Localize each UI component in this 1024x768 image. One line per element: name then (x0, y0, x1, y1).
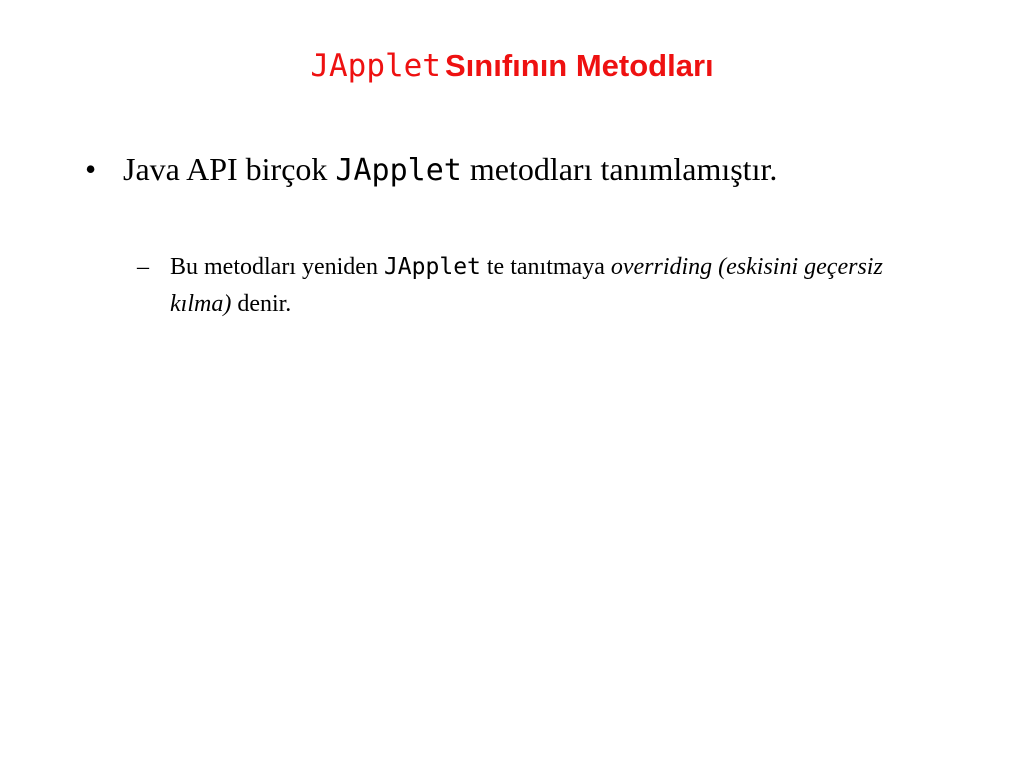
bullet-code: JApplet (335, 153, 462, 188)
title-text: Sınıfının Metodları (444, 48, 714, 83)
title-code: JApplet (310, 48, 441, 84)
sub-bullet-text-before: Bu metodları yeniden (170, 254, 378, 280)
sub-bullet-marker: – (137, 254, 149, 280)
bullet-marker: • (85, 151, 97, 187)
sub-bullet-item (137, 249, 927, 323)
bullet-text-after: metodları tanımlamıştır. (469, 151, 778, 187)
sub-bullet-italic: overriding (eskisini geçersiz kılma) (170, 254, 883, 317)
slide-title (0, 48, 1024, 84)
sub-bullet-text-middle: te tanıtmaya (486, 254, 605, 280)
bullet-text (123, 146, 935, 194)
sub-bullet-code: JApplet (383, 254, 481, 280)
sub-bullet-text (170, 249, 927, 323)
bullet-text-before: Java API birçok (123, 151, 328, 187)
bullet-item (85, 146, 935, 194)
sub-bullet-text-after: denir. (237, 291, 292, 317)
